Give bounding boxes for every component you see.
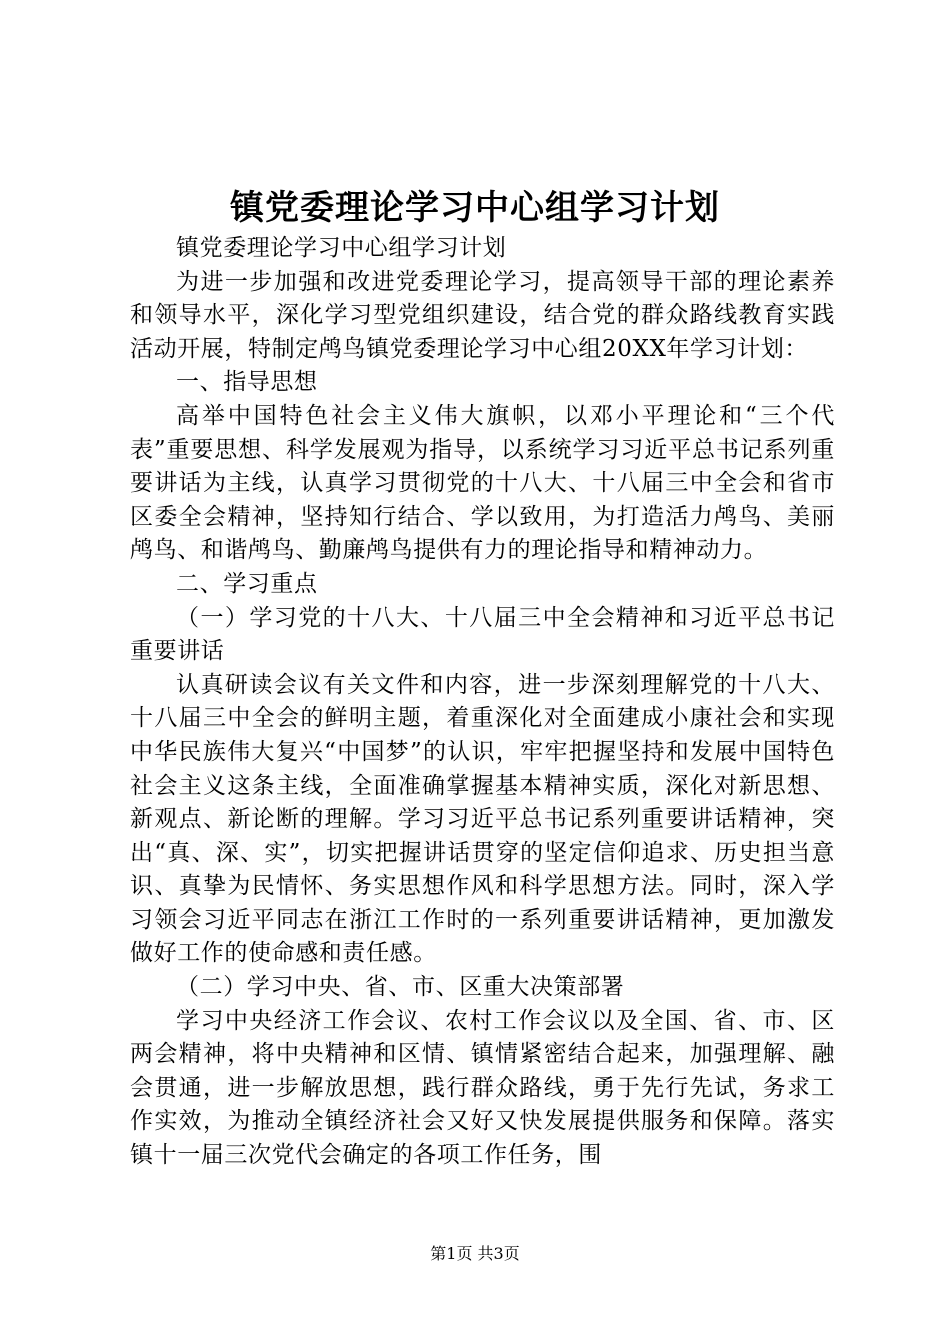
paragraph-intro: 为进一步加强和改进党委理论学习，提高领导干部的理论素养和领导水平，深化学习型党组织建设，结合党的群众路线教育实践活动开展，特制定鸬鸟镇党委理论学习中心组20XX年学习计划： bbox=[130, 268, 835, 362]
paragraph-subtitle: 镇党委理论学习中心组学习计划 bbox=[176, 235, 507, 261]
subsection-heading-2: （二）学习中央、省、市、区重大决策部署 bbox=[176, 974, 625, 1001]
paragraph-study-focus-1: 认真研读会议有关文件和内容，进一步深刻理解党的十八大、十八届三中全会的鲜明主题，着重深化对全面建成小康社会和实现中华民族伟大复兴“中国梦”的认识，牢牢把握坚持和发展中国特色社会主义这条主线，全面准确掌握基本精神实质，深化对新思想、新观点、新论断的理解。学习习近平总书记系列重要讲话精神，突出“真、深、实”，切实把握讲话贯穿的坚定信仰追求、历史担当意识、真挚为民情怀、务实思想作风和科学思想方法。同时，深入学习领会习近平同志在浙江工作时的一系列重要讲话精神，更加激发做好工作的使命感和责任感。 bbox=[130, 671, 835, 967]
paragraph-guiding-thought: 高举中国特色社会主义伟大旗帜，以邓小平理论和“三个代表”重要思想、科学发展观为指导，以系统学习习近平总书记系列重要讲话为主线，认真学习贯彻党的十八大、十八届三中全会和省市区委全会精神，坚持知行结合、学以致用，为打造活力鸬鸟、美丽鸬鸟、和谐鸬鸟、勤廉鸬鸟提供有力的理论指导和精神动力。 bbox=[130, 402, 835, 564]
section-heading-study-focus: 二、学习重点 bbox=[176, 570, 318, 597]
section-heading-guiding-thought: 一、指导思想 bbox=[176, 369, 318, 396]
document-title: 镇党委理论学习中心组学习计划 bbox=[230, 188, 720, 228]
document-body bbox=[130, 232, 835, 1173]
subsection-heading-1: （一）学习党的十八大、十八届三中全会精神和习近平总书记重要讲话 bbox=[130, 604, 835, 665]
page-number-footer: 第1页 共3页 bbox=[430, 1244, 520, 1263]
paragraph-study-focus-2: 学习中央经济工作会议、农村工作会议以及全国、省、市、区两会精神，将中央精神和区情、镇情紧密结合起来，加强理解、融会贯通，进一步解放思想，践行群众路线，勇于先行先试，务求工作实效，为推动全镇经济社会又好又快发展提供服务和保障。落实镇十一届三次党代会确定的各项工作任务，围 bbox=[130, 1007, 835, 1169]
